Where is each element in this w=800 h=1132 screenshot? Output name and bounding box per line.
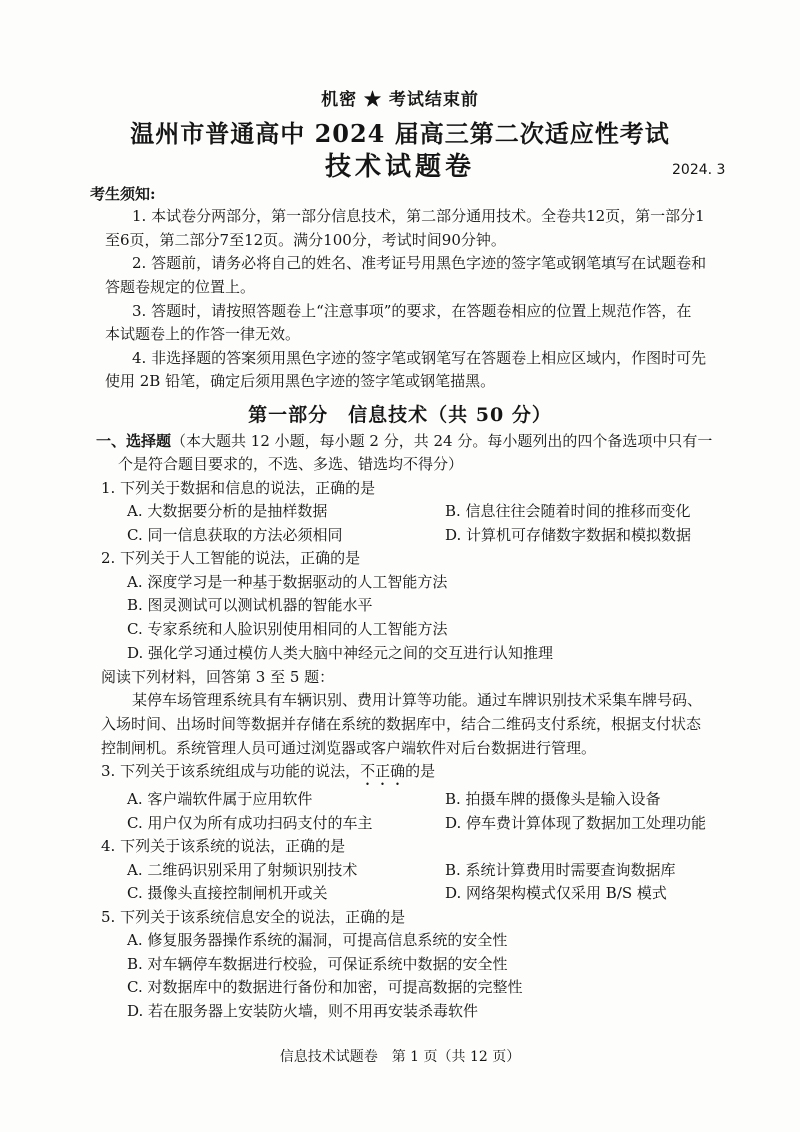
option-c: C. 用户仅为所有成功扫码支付的车主 <box>127 814 373 832</box>
option-a: A. 客户端软件属于应用软件 <box>127 790 313 808</box>
option-b: B. 图灵测试可以测试机器的智能水平 <box>127 596 373 614</box>
exam-date: 2024. 3 <box>672 162 726 178</box>
option-d: D. 网络架构模式仅采用 B/S 模式 <box>445 884 667 902</box>
option-b: B. 系统计算费用时需要查询数据库 <box>445 861 676 879</box>
option-c: C. 同一信息获取的方法必须相同 <box>127 526 343 544</box>
stem-text: 3. 下列关于该系统组成与功能的说法， <box>101 762 361 780</box>
reading-line: 控制闸机。系统管理人员可通过浏览器或客户端软件对后台数据进行管理。 <box>101 739 597 757</box>
emphasis-text: 不正确 <box>360 762 406 780</box>
option-d: D. 强化学习通过模仿人类大脑中神经元之间的交互进行认知推理 <box>127 644 554 662</box>
option-d: D. 停车费计算体现了数据加工处理功能 <box>445 814 707 832</box>
notice-line: 3. 答题时，请按照答题卷上“注意事项”的要求，在答题卷相应的位置上规范作答，在 <box>132 302 692 320</box>
option-c: C. 摄像头直接控制闸机开或关 <box>127 884 328 902</box>
option-a: A. 深度学习是一种基于数据驱动的人工智能方法 <box>127 573 448 591</box>
question-stem: 2. 下列关于人工智能的说法，正确的是 <box>101 549 361 567</box>
option-d: D. 计算机可存储数字数据和模拟数据 <box>445 526 692 544</box>
reading-line: 入场时间、出场时间等数据并存储在系统的数据库中，结合二维码支付系统，根据支付状态 <box>101 715 702 733</box>
page-footer: 信息技术试题卷 第 1 页（共 12 页） <box>279 1049 521 1065</box>
notice-line: 2. 答题前，请务必将自己的姓名、准考证号用黑色字迹的签字笔或钢笔填写在试题卷和 <box>132 254 707 272</box>
question-stem: 1. 下列关于数据和信息的说法，正确的是 <box>101 479 376 497</box>
notice-line: 4. 非选择题的答案须用黑色字迹的签字笔或钢笔写在答题卷上相应区域内，作图时可先 <box>132 349 707 367</box>
option-b: B. 拍摄车牌的摄像头是输入设备 <box>445 790 661 808</box>
stem-text: 的是 <box>405 762 436 780</box>
paper-subtitle: 技术试题卷 <box>324 152 475 182</box>
part-title: 第一部分 信息技术（共 50 分） <box>248 404 552 426</box>
option-a: A. 二维码识别采用了射频识别技术 <box>127 861 358 879</box>
section-desc: （本大题共 12 小题，每小题 2 分，共 24 分。每小题列出的四个备选项中只有一 <box>171 432 713 450</box>
notice-line: 本试题卷上的作答一律无效。 <box>105 325 301 343</box>
reading-intro: 阅读下列材料，回答第 3 至 5 题： <box>101 668 335 686</box>
confidential-mark: 机密 ★ 考试结束前 <box>321 90 479 110</box>
question-stem: 5. 下列关于该系统信息安全的说法，正确的是 <box>101 908 406 926</box>
option-b: B. 信息往往会随着时间的推移而变化 <box>445 502 691 520</box>
reading-line: 某停车场管理系统具有车辆识别、费用计算等功能。通过车牌识别技术采集车牌号码、 <box>132 691 703 709</box>
option-b: B. 对车辆停车数据进行校验，可保证系统中数据的安全性 <box>127 955 508 973</box>
section-header <box>96 430 712 451</box>
option-c: C. 对数据库中的数据进行备份和加密，可提高数据的完整性 <box>127 978 523 996</box>
option-a: A. 修复服务器操作系统的漏洞，可提高信息系统的安全性 <box>127 931 508 949</box>
question-stem <box>101 760 435 789</box>
notice-line: 至6页，第二部分7至12页。满分100分，考试时间90分钟。 <box>105 231 506 249</box>
option-c: C. 专家系统和人脸识别使用相同的人工智能方法 <box>127 620 448 638</box>
notice-line: 答题卷规定的位置上。 <box>105 278 256 296</box>
option-d: D. 若在服务器上安装防火墙，则不用再安装杀毒软件 <box>127 1002 479 1020</box>
notice-line: 使用 2B 铅笔，确定后须用黑色字迹的签字笔或钢笔描黑。 <box>105 372 496 390</box>
exam-title: 温州市普通高中 2024 届高三第二次适应性考试 <box>130 119 670 148</box>
section-desc-cont: 个是符合题目要求的，不选、多选、错选均不得分） <box>118 455 464 473</box>
notice-line: 1. 本试卷分两部分，第一部分信息技术，第二部分通用技术。全卷共12页，第一部分1 <box>132 207 705 225</box>
question-stem: 4. 下列关于该系统的说法，正确的是 <box>101 837 346 855</box>
notice-heading: 考生须知: <box>90 185 156 203</box>
option-a: A. 大数据要分析的是抽样数据 <box>127 502 328 520</box>
section-label: 一、选择题 <box>96 432 172 450</box>
